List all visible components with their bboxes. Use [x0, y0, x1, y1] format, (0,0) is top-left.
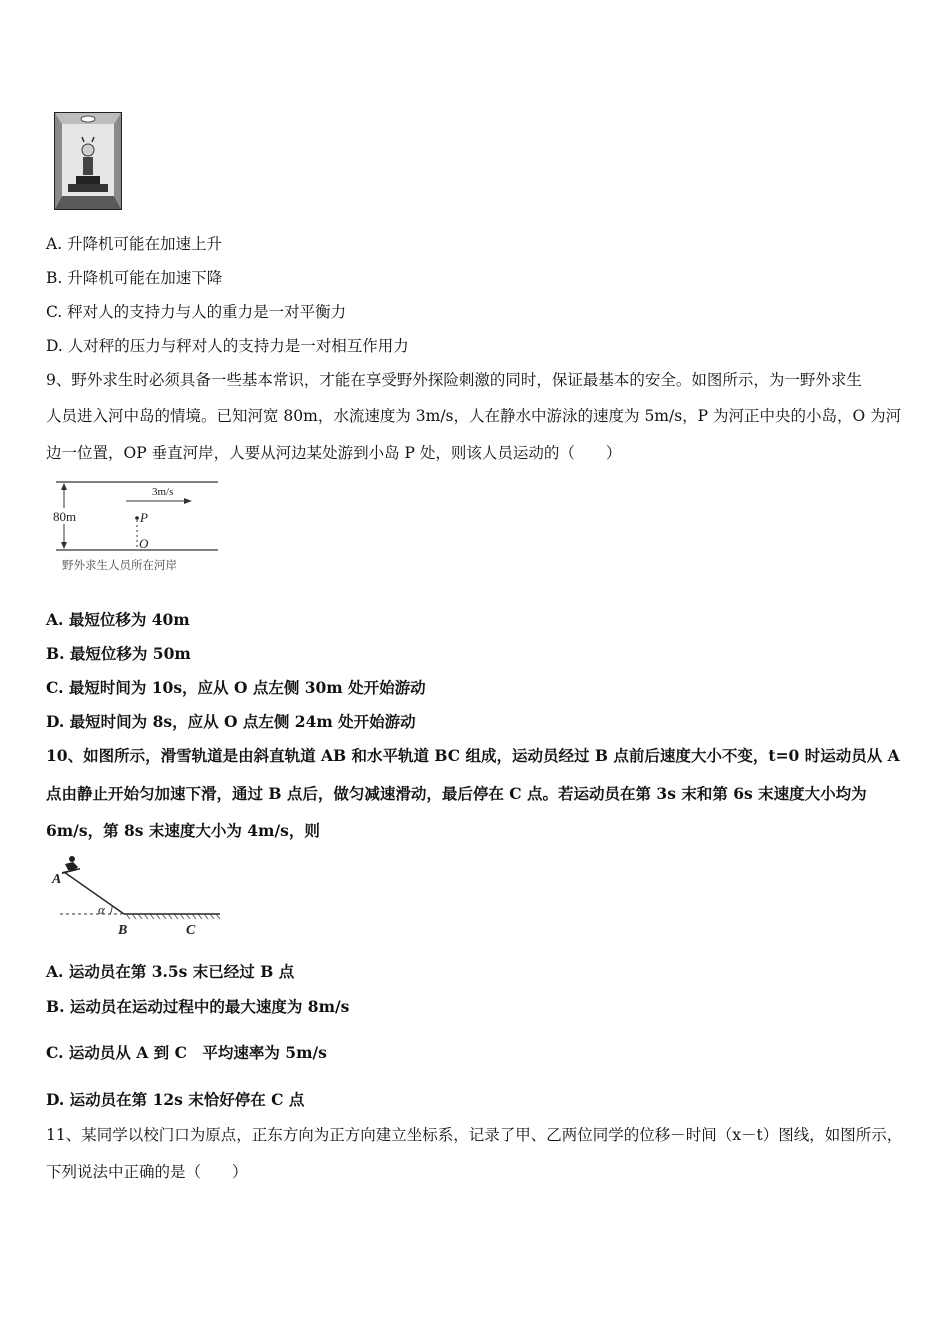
angle-alpha-label: α	[98, 902, 105, 917]
q10-option-d: D. 运动员在第 12s 末恰好停在 C 点	[46, 1090, 305, 1109]
point-o-label: O	[139, 536, 149, 551]
q9-option-c: C. 最短时间为 10s，应从 O 点左侧 30m 处开始游动	[46, 678, 426, 697]
riverbank-caption: 野外求生人员所在河岸	[62, 560, 177, 572]
q9-stem-line-2: 人员进入河中岛的情境。已知河宽 80m，水流速度为 3m/s，人在静水中游泳的速度为 5m/s，P 为河正中央的小岛，O 为河	[46, 407, 902, 425]
q9-stem-line-3: 边一位置，OP 垂直河岸，人要从河边某处游到小岛 P 处，则该人员运动的（ ）	[46, 444, 622, 462]
q10-option-b: B. 运动员在运动过程中的最大速度为 8m/s	[46, 997, 350, 1016]
q10-stem-line-1: 10、如图所示，滑雪轨道是由斜直轨道 AB 和水平轨道 BC 组成，运动员经过 B 点前后速度大小不变，t=0 时运动员从 A	[46, 746, 900, 765]
q8-option-c: C. 秤对人的支持力与人的重力是一对平衡力	[46, 303, 347, 321]
q9-option-d: D. 最短时间为 8s，应从 O 点左侧 24m 处开始游动	[46, 712, 416, 731]
river-width-label: 80m	[53, 509, 77, 524]
q10-stem-line-3: 6m/s，第 8s 末速度大小为 4m/s，则	[46, 821, 320, 840]
q10-option-c: C. 运动员从 A 到 C 平均速率为 5m/s	[46, 1043, 327, 1062]
point-c-label: C	[186, 923, 196, 938]
q10-option-a: A. 运动员在第 3.5s 末已经过 B 点	[46, 962, 295, 981]
current-speed-label: 3m/s	[152, 486, 174, 498]
q11-stem-line-1: 11、某同学以校门口为原点，正东方向为正方向建立坐标系，记录了甲、乙两位同学的位移－时间（x－t）图线，如图所示，	[46, 1126, 903, 1144]
ski-track-figure	[46, 850, 226, 940]
q8-option-d: D. 人对秤的压力与秤对人的支持力是一对相互作用力	[46, 337, 409, 355]
q10-stem-line-2: 点由静止开始匀加速下滑，通过 B 点后，做匀减速滑动，最后停在 C 点。若运动员在第 3s 末和第 6s 末速度大小均为	[46, 784, 867, 803]
q8-option-a: A. 升降机可能在加速上升	[46, 235, 223, 253]
point-a-label: A	[52, 872, 62, 887]
q11-stem-line-2: 下列说法中正确的是（ ）	[46, 1163, 248, 1181]
q9-option-b: B. 最短位移为 50m	[46, 644, 191, 663]
elevator-scale-figure	[54, 112, 122, 210]
river-figure	[46, 476, 226, 576]
point-b-label: B	[118, 923, 128, 938]
q9-stem-line-1: 9、野外求生时必须具备一些基本常识，才能在享受野外探险刺激的同时，保证最基本的安全。如图所示，为一野外求生	[46, 371, 862, 389]
q8-option-b: B. 升降机可能在加速下降	[46, 269, 223, 287]
point-p-label: P	[140, 510, 148, 525]
q9-option-a: A. 最短位移为 40m	[46, 610, 190, 629]
